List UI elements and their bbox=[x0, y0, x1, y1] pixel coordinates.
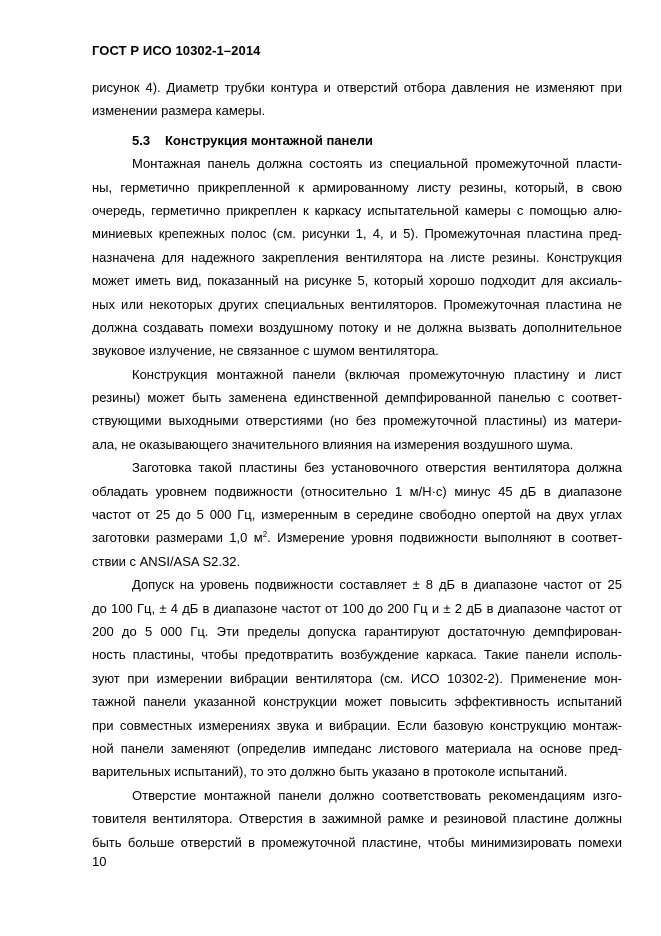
paragraph-1 bbox=[92, 152, 622, 363]
text-line: ных или некоторых других специальных вентиляторов. Промежуточная пластина не bbox=[92, 296, 622, 312]
text-line: Конструкция монтажной панели (включая промежуточную пластину и лист bbox=[132, 366, 622, 382]
text-line: очередь, герметично прикреплен к каркасу испытательной камеры с помощью алю- bbox=[92, 202, 622, 218]
text-line: ала, не оказывающего значительного влияния на измерения воздушного шума. bbox=[92, 436, 574, 452]
text-line: быть больше отверстий в промежуточной пластине, чтобы минимизировать помехи bbox=[92, 834, 622, 850]
section-heading bbox=[92, 129, 622, 152]
text-line: обладать уровнем подвижности (относительно 1 м/Н·с) минус 45 дБ в диапазоне bbox=[92, 483, 622, 499]
document-header: ГОСТ Р ИСО 10302-1–2014 bbox=[92, 43, 261, 58]
text-line: тажной панели указанной конструкции может повысить эффективность испытаний bbox=[92, 694, 622, 710]
page-number: 10 bbox=[92, 854, 107, 869]
section-number: 5.3 bbox=[132, 132, 151, 148]
text-line: 200 до 5 000 Гц. Эти пределы допуска гарантируют достаточную демпфирован- bbox=[92, 623, 622, 639]
text-line: может иметь вид, показанный на рисунке 5, который хорошо подходит для аксиаль- bbox=[92, 273, 622, 289]
text-line: резины) может быть заменена единственной демпфированной панелью с соответ- bbox=[92, 390, 622, 406]
text-line: ствии с ANSI/ASA S2.32. bbox=[92, 553, 241, 569]
text-line: варительных испытаний), то это должно быть указано в протоколе испытаний. bbox=[92, 764, 568, 780]
text-line: Допуск на уровень подвижности составляет ± 8 дБ в диапазоне частот от 25 bbox=[132, 577, 622, 593]
paragraph-3 bbox=[92, 456, 622, 573]
paragraph-5 bbox=[92, 784, 622, 854]
paragraph-2 bbox=[92, 363, 622, 457]
text-line: ствующими выходными отверстиями (но без промежуточной пластины) из матери- bbox=[92, 413, 622, 429]
text-fragment: . Измерение уровня подвижности выполняют в соответ- bbox=[267, 530, 622, 546]
text-line: Заготовка такой пластины без установочного отверстия вентилятора должна bbox=[132, 460, 622, 476]
text-line: изменении размера камеры. bbox=[92, 103, 266, 119]
text-line: ной панели заменяют (определив импеданс листового материала на основе пред- bbox=[92, 740, 622, 756]
text-line: миниевых крепежных полос (см. рисунки 1, 4, и 5). Промежуточная пластина пред- bbox=[92, 226, 622, 242]
section-title: Конструкция монтажной панели bbox=[165, 132, 373, 148]
text-line: товителя вентилятора. Отверстия в зажимной рамке и резиновой пластине должны bbox=[92, 811, 622, 827]
superscript: 2 bbox=[262, 530, 268, 540]
text-line bbox=[92, 526, 622, 549]
text-fragment: заготовки размерами 1,0 м bbox=[92, 530, 263, 546]
intro-paragraph bbox=[92, 76, 622, 123]
text-line: зуют при измерении вибрации вентилятора (см. ИСО 10302-2). Применение мон- bbox=[92, 670, 622, 686]
text-line: звуковое излучение, не связанное с шумом вентилятора. bbox=[92, 343, 439, 359]
text-line: ность пластины, чтобы предотвратить возбуждение каркаса. Такие панели исполь- bbox=[92, 647, 622, 663]
paragraph-4 bbox=[92, 573, 622, 784]
text-line: до 100 Гц, ± 4 дБ в диапазоне частот от 100 до 200 Гц и ± 2 дБ в диапазоне частот от bbox=[92, 600, 622, 616]
text-line: Отверстие монтажной панели должно соответствовать рекомендациям изго- bbox=[132, 787, 622, 803]
text-line: назначена для надежного закрепления вентилятора на листе резины. Конструкция bbox=[92, 249, 622, 265]
text-line: должна создавать помехи воздушному потоку и не должна вызвать дополнительное bbox=[92, 319, 622, 335]
text-line: ны, герметично прикрепленной к армированному листу резины, который, в свою bbox=[92, 179, 622, 195]
text-line: частот от 25 до 5 000 Гц, измеренным в середине свободно опертой на двух углах bbox=[92, 507, 622, 523]
text-line: при совместных измерениях звука и вибрации. Если базовую конструкцию монтаж- bbox=[92, 717, 622, 733]
page-body bbox=[92, 76, 622, 854]
text-line: Монтажная панель должна состоять из специальной промежуточной пласти- bbox=[132, 156, 622, 172]
text-line: рисунок 4). Диаметр трубки контура и отверстий отбора давления не изменяют при bbox=[92, 80, 622, 95]
